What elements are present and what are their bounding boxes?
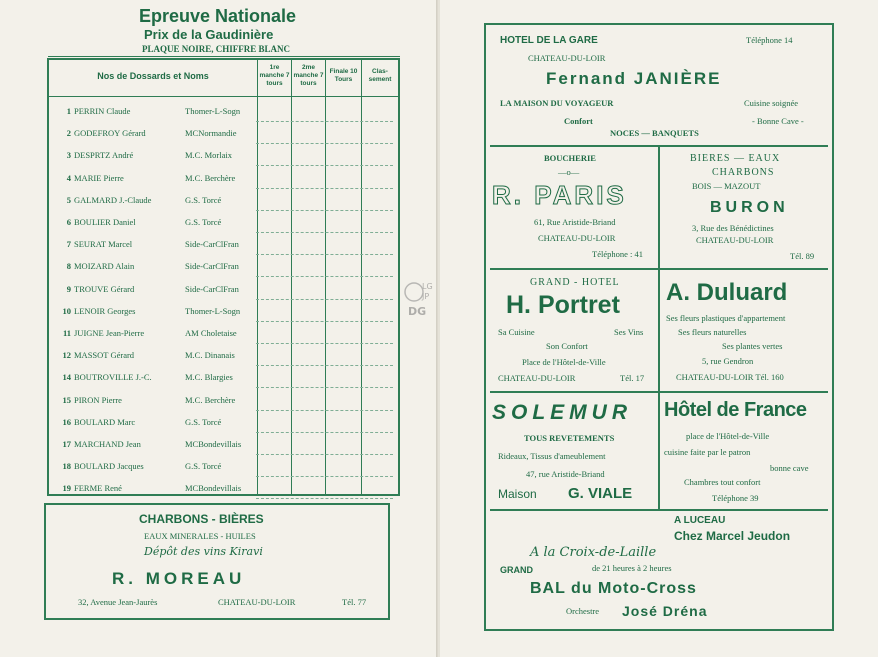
table-row	[53, 172, 236, 183]
bib-number: 2	[66, 128, 71, 139]
bal-orch-name: José Dréna	[622, 603, 708, 619]
paris-sep: —o—	[558, 167, 580, 177]
rider-club: M.C. Berchère	[185, 172, 236, 183]
row-rule	[256, 121, 393, 122]
bib-number: 5	[66, 194, 71, 205]
bib-number: 10	[62, 305, 71, 316]
table-row	[53, 372, 233, 383]
divider	[658, 391, 660, 509]
bal-host: Chez Marcel Jeudon	[674, 529, 791, 543]
rider-name: JUIGNE Jean-Pierre	[74, 328, 145, 338]
gare-owner: Fernand JANIÈRE	[546, 69, 722, 88]
row-rule	[256, 254, 393, 255]
bib-number: 14	[62, 372, 71, 383]
rider-club: Side-CarClFran	[185, 283, 239, 294]
table-row	[53, 416, 222, 427]
rider-club: G.S. Torcé	[185, 461, 222, 472]
bib-number: 3	[66, 150, 71, 161]
ads-frame	[484, 23, 834, 631]
row-rule	[256, 387, 393, 388]
moreau-town: CHATEAU-DU-LOIR	[218, 597, 296, 607]
moreau-line2: EAUX MINERALES - HUILES	[144, 531, 256, 541]
portret-town: CHATEAU-DU-LOIR	[498, 373, 576, 383]
stamp-logo	[400, 275, 444, 321]
gare-comfort: Confort	[564, 116, 593, 126]
row-rule	[256, 454, 393, 455]
duluard-address: 5, rue Gendron	[702, 356, 754, 366]
bib-number: 16	[62, 416, 71, 427]
buron-line2: CHARBONS	[712, 167, 775, 178]
col-header-rank: Clas- sement	[368, 68, 392, 83]
table-row	[53, 106, 241, 116]
portret-wines: Ses Vins	[614, 327, 644, 337]
bal-grand: GRAND	[500, 565, 533, 575]
portret-tel: Tél. 17	[620, 373, 645, 383]
event-title: Epreuve Nationale	[139, 6, 297, 26]
rider-club: Thomer-L-Sogn	[185, 305, 241, 316]
rider-name: BOUTROVILLE J.-C.	[74, 372, 152, 383]
col-header-names: Nos de Dossards et Noms	[97, 71, 209, 81]
bib-number: 8	[66, 261, 71, 272]
bib-number: 11	[62, 328, 71, 338]
bib-number: 9	[66, 283, 71, 294]
table-row	[53, 261, 239, 272]
svg-text:DG: DG	[408, 305, 427, 318]
france-line2: cuisine faite par le patron	[664, 447, 751, 457]
bal-place: A LUCEAU	[674, 515, 726, 526]
portret-place: Place de l'Hôtel-de-Ville	[522, 357, 606, 367]
rider-name: BOULIER Daniel	[74, 217, 136, 227]
rider-club: G.S. Torcé	[185, 416, 222, 427]
paris-address: 61, Rue Aristide-Briand	[534, 217, 616, 227]
row-rule	[256, 232, 393, 233]
solemur-line2: Rideaux, Tissus d'ameublement	[498, 451, 606, 461]
rider-name: BOULARD Marc	[74, 416, 136, 427]
portret-comfort: Son Confort	[546, 341, 588, 351]
bib-number: 15	[62, 394, 71, 405]
row-rule	[256, 276, 393, 277]
rider-name: MARCHAND Jean	[74, 439, 141, 449]
bib-number: 6	[66, 217, 71, 227]
rider-name: GODEFROY Gérard	[74, 128, 146, 139]
moreau-tel: Tél. 77	[342, 597, 367, 607]
solemur-owner: G. VIALE	[568, 485, 633, 502]
paris-name: R. PARIS	[492, 180, 627, 210]
solemur-name: SOLEMUR	[492, 401, 632, 424]
gare-town: CHATEAU-DU-LOIR	[528, 53, 606, 63]
svg-text:LG: LG	[422, 282, 433, 291]
rider-name: BOULARD Jacques	[74, 461, 144, 472]
table-row	[53, 128, 237, 139]
rider-club: MCBondevillais	[185, 439, 242, 449]
divider	[490, 268, 828, 270]
buron-name: BURON	[710, 199, 789, 216]
gare-cuisine: Cuisine soignée	[744, 98, 799, 108]
rider-club: MCBondevillais	[185, 483, 242, 494]
france-line4: Chambres tout confort	[684, 477, 761, 487]
row-rule	[256, 410, 393, 411]
col-header-manche1: 1re manche 7 tours	[259, 64, 290, 87]
gare-cave: - Bonne Cave -	[752, 116, 804, 126]
paris-town: CHATEAU-DU-LOIR	[538, 233, 616, 243]
table-row	[53, 239, 239, 250]
duluard-line1: Ses fleurs plastiques d'appartement	[666, 313, 786, 323]
buron-line1: BIERES — EAUX	[690, 153, 781, 164]
rider-name: DESPRTZ André	[74, 150, 134, 161]
moreau-line3: Dépôt des vins Kiravi	[144, 545, 263, 558]
buron-town: CHATEAU-DU-LOIR	[696, 235, 774, 245]
right-page	[440, 0, 878, 657]
rider-name: GALMARD J.-Claude	[74, 194, 152, 205]
divider	[490, 509, 828, 511]
rider-club: Side-CarClFran	[185, 261, 239, 272]
buron-line3: BOIS — MAZOUT	[692, 181, 761, 191]
table-row	[53, 283, 239, 294]
buron-tel: Tél. 89	[790, 251, 815, 261]
table-row	[53, 461, 222, 472]
table-row	[53, 217, 222, 227]
solemur-address: 47, rue Aristide-Briand	[526, 469, 605, 479]
table-row	[53, 150, 232, 161]
bib-number: 1	[66, 106, 71, 116]
table-row	[53, 439, 242, 449]
rider-name: FERME René	[74, 483, 122, 494]
rider-club: Side-CarClFran	[185, 239, 239, 250]
portret-label: GRAND - HOTEL	[530, 277, 620, 288]
rider-club: M.C. Berchère	[185, 394, 236, 405]
rider-club: M.C. Dinanais	[185, 350, 235, 361]
table-row	[53, 194, 222, 205]
portret-name: H. Portret	[506, 291, 620, 319]
moreau-ad	[44, 503, 390, 620]
rider-club: AM Choletaise	[185, 328, 237, 338]
rider-name: LENOIR Georges	[74, 305, 136, 316]
row-rule	[256, 498, 393, 499]
race-table	[47, 58, 400, 496]
bib-number: 17	[62, 439, 71, 449]
france-phone: Téléphone 39	[712, 493, 759, 503]
table-row	[53, 483, 242, 494]
bal-title: BAL du Moto-Cross	[530, 580, 697, 597]
solemur-maison: Maison	[498, 487, 537, 501]
bib-number: 4	[66, 172, 71, 183]
row-rule	[256, 299, 393, 300]
paris-phone: Téléphone : 41	[592, 249, 643, 259]
rider-club: M.C. Morlaix	[185, 150, 232, 161]
bal-orch-label: Orchestre	[566, 606, 600, 616]
rider-club: G.S. Torcé	[185, 217, 222, 227]
moreau-name: R. MOREAU	[112, 569, 246, 588]
portret-cuisine: Sa Cuisine	[498, 327, 535, 337]
bib-number: 7	[66, 239, 71, 250]
header-rule	[49, 96, 398, 97]
row-rule	[256, 476, 393, 477]
duluard-line3: Ses plantes vertes	[722, 341, 783, 351]
title-rule	[48, 56, 400, 57]
rider-name: PERRIN Claude	[74, 106, 131, 116]
duluard-line2: Ses fleurs naturelles	[678, 327, 747, 337]
france-line3: bonne cave	[770, 463, 809, 473]
row-rule	[256, 188, 393, 189]
row-rule	[256, 343, 393, 344]
bal-script: A la Croix-de-Laille	[530, 545, 657, 560]
col-header-manche2: 2me manche 7 tours	[293, 64, 324, 87]
duluard-town-tel: CHATEAU-DU-LOIR Tél. 160	[676, 372, 784, 382]
row-rule	[256, 365, 393, 366]
moreau-address: 32, Avenue Jean-Jaurès	[78, 597, 158, 607]
solemur-line1: TOUS REVETEMENTS	[524, 433, 615, 443]
bib-number: 18	[62, 461, 71, 472]
left-page	[0, 0, 438, 657]
rider-club: Thomer-L-Sogn	[185, 106, 241, 116]
bib-number: 12	[62, 350, 71, 361]
rider-club: M.C. Blargies	[185, 372, 233, 383]
paris-label: BOUCHERIE	[544, 153, 596, 163]
rider-name: MASSOT Gérard	[74, 350, 135, 361]
bal-hours: de 21 heures à 2 heures	[592, 563, 672, 573]
svg-text:JP: JP	[422, 292, 430, 301]
buron-address: 3, Rue des Bénédictines	[692, 223, 774, 233]
rider-club: MCNormandie	[185, 128, 237, 139]
row-rule	[256, 210, 393, 211]
table-row	[53, 350, 235, 361]
event-subtitle: Prix de la Gaudinière	[144, 27, 274, 42]
rider-club: G.S. Torcé	[185, 194, 222, 205]
rider-name: MARIE Pierre	[74, 172, 124, 183]
row-rule	[256, 143, 393, 144]
rider-name: SEURAT Marcel	[74, 239, 133, 250]
gare-phone: Téléphone 14	[746, 35, 793, 45]
row-rule	[256, 165, 393, 166]
table-row	[53, 305, 241, 316]
row-rule	[256, 321, 393, 322]
gare-tagline: LA MAISON DU VOYAGEUR	[500, 98, 614, 108]
gare-events: NOCES — BANQUETS	[610, 128, 699, 138]
row-rule	[256, 432, 393, 433]
col-header-final: Finale 10 Tours	[329, 68, 358, 83]
gare-title: HOTEL DE LA GARE	[500, 35, 598, 46]
rider-name: PIRON Pierre	[74, 394, 122, 405]
plate-note: PLAQUE NOIRE, CHIFFRE BLANC	[142, 44, 291, 54]
bib-number: 19	[62, 483, 71, 494]
moreau-line1: CHARBONS - BIÈRES	[139, 512, 264, 526]
table-row	[53, 394, 236, 405]
france-name: Hôtel de France	[664, 399, 807, 421]
rider-name: MOIZARD Alain	[74, 261, 135, 272]
france-line1: place de l'Hôtel-de-Ville	[686, 431, 770, 441]
rider-name: TROUVE Gérard	[74, 283, 135, 294]
duluard-name: A. Duluard	[666, 279, 788, 306]
table-row	[53, 328, 237, 338]
